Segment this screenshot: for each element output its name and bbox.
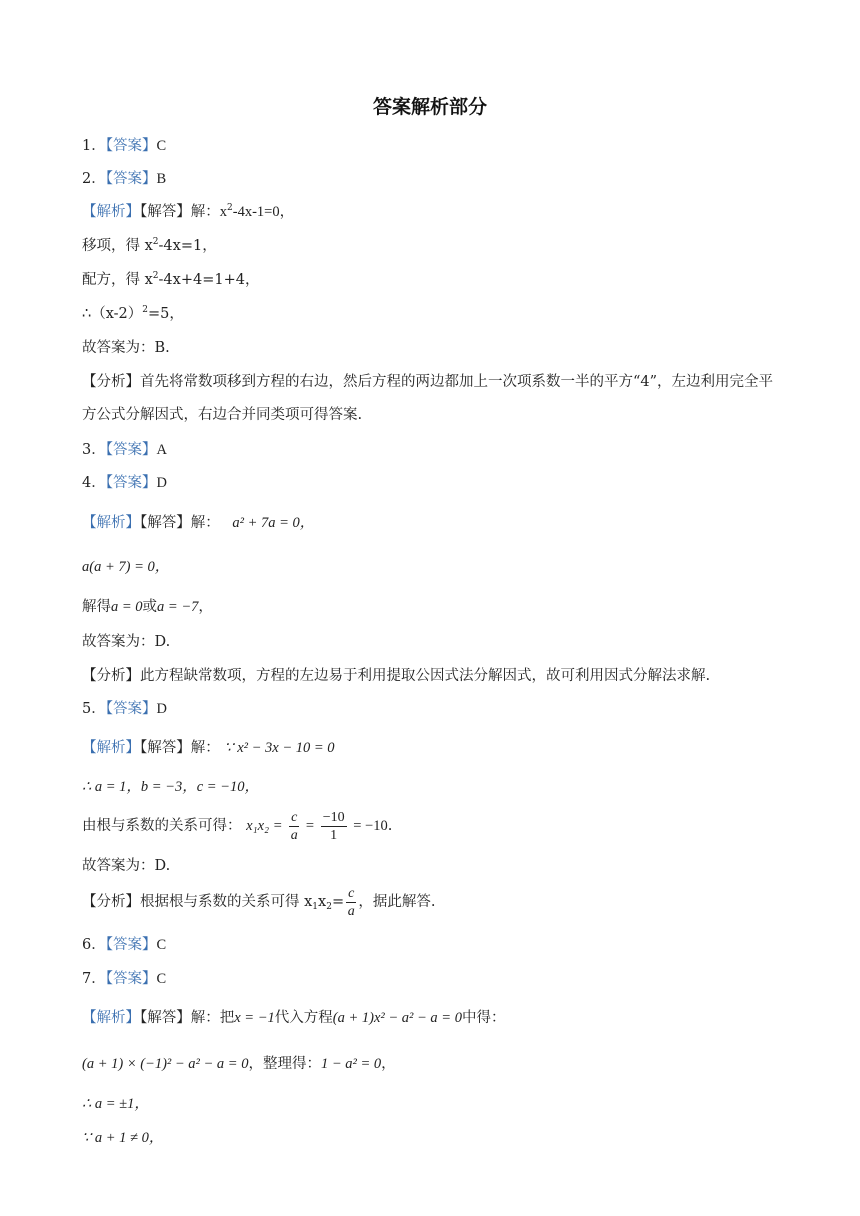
page-title: 答案解析部分: [372, 96, 487, 118]
equation: x₁x₂ =: [246, 818, 283, 834]
solution-prefix: 解：: [190, 740, 220, 756]
q4-answer: D: [156, 475, 167, 491]
equation: = −10: [353, 818, 388, 834]
step-text: 配方，得 x: [82, 272, 153, 288]
denominator: a: [347, 903, 355, 919]
equation: ∴ a = ±1，: [82, 1096, 149, 1112]
numerator: c: [291, 809, 298, 825]
q4-solution-line-1: [82, 513, 314, 533]
exponent: 2: [152, 237, 159, 247]
step-text: 中得：: [461, 1010, 506, 1026]
subscript: 1: [312, 902, 319, 912]
q5-number: 5．: [82, 701, 106, 717]
exponent: 2: [152, 271, 159, 281]
q7-answer-line: [82, 969, 166, 989]
step-text: ，: [198, 599, 213, 615]
q5-solution-line-2: [82, 777, 259, 797]
q7-number: 7．: [82, 971, 106, 987]
solution-prefix: 解：把: [190, 1010, 235, 1026]
solution-tag: 【解答】: [140, 740, 191, 756]
analysis-tag: 【解析】: [82, 740, 140, 756]
answer-tag: 【答案】: [105, 701, 157, 717]
fraction-value: [321, 809, 347, 844]
equation: a = −7: [157, 599, 199, 615]
q1-number: 1．: [82, 138, 106, 154]
q2-solution-line-2: [82, 236, 217, 256]
q5-solution-line-3: 由根与系数的关系可得： x₁x₂ = $\frac{c}{a}$ = $\frac{-10}{1}$ = −10.: [82, 809, 393, 843]
step-text: -4x=1，: [158, 238, 217, 254]
analysis-tag: 【解析】: [82, 515, 140, 531]
equation: ∴ a = 1，b = −3，c = −10，: [82, 779, 259, 795]
step-text: -4x+4=1+4，: [158, 272, 260, 288]
equation: a² + 7a = 0，: [232, 515, 315, 531]
equation: x = −1: [234, 1010, 275, 1026]
answer-tag: 【答案】: [105, 937, 157, 953]
equation: (a + 1) × (−1)² − a² − a = 0: [82, 1056, 249, 1072]
q4-number: 4．: [82, 475, 106, 491]
q1-answer: C: [156, 138, 167, 154]
q2-conclusion: 故答案为：B.: [82, 340, 170, 356]
review-tag: 【分析】: [82, 374, 140, 390]
review-tag: 【分析】: [82, 894, 140, 910]
q7-solution-line-2: [82, 1054, 396, 1074]
q6-answer-line: [82, 935, 166, 955]
equation: ∵ a + 1 ≠ 0，: [82, 1130, 164, 1146]
equation: a = 0: [111, 599, 143, 615]
q1-answer-line: [82, 136, 166, 156]
equation: 1 − a² = 0: [320, 1056, 382, 1072]
equation-part: -4x-1=0，: [232, 204, 295, 220]
answer-tag: 【答案】: [105, 171, 157, 187]
fraction-c-over-a: [289, 809, 299, 844]
review-text: =: [331, 894, 345, 910]
fraction-c-over-a: [346, 885, 356, 920]
q5-review: [82, 882, 435, 922]
q3-answer-line: [82, 440, 167, 460]
q7-answer: C: [156, 971, 167, 987]
q2-solution-line-4: [82, 304, 184, 324]
numerator: c: [348, 885, 355, 901]
answer-tag: 【答案】: [105, 138, 157, 154]
q7-solution-line-1: [82, 1008, 505, 1028]
q2-answer-line: [82, 169, 166, 189]
q5-conclusion: 故答案为：D.: [82, 858, 171, 874]
step-text: 由根与系数的关系可得：: [82, 818, 242, 834]
q4-review: [82, 666, 710, 686]
analysis-tag: 【解析】: [82, 204, 140, 220]
answer-tag: 【答案】: [105, 442, 157, 458]
q2-review: [82, 366, 782, 432]
q4-conclusion: 故答案为：D.: [82, 634, 171, 650]
numerator: −10: [322, 809, 345, 825]
review-tag: 【分析】: [82, 668, 140, 684]
step-text: 或: [142, 599, 158, 615]
equation: ∵ x² − 3x − 10 = 0: [224, 740, 335, 756]
equation-part: x: [219, 204, 227, 220]
step-text: ，: [381, 1056, 396, 1072]
step-text: 移项，得 x: [82, 238, 153, 254]
step-text: 解得: [82, 599, 111, 615]
q7-solution-line-3: [82, 1094, 149, 1114]
review-text: 根据根与系数的关系可得 x: [140, 894, 313, 910]
q2-solution-line-3: [82, 270, 259, 290]
q4-answer-line: [82, 473, 167, 493]
denominator: a: [290, 827, 298, 843]
solution-prefix: 解：: [190, 515, 220, 531]
step-text: ，整理得：: [248, 1056, 321, 1072]
q4-solution-line-2: [82, 557, 169, 577]
review-text: 首先将常数项移到方程的右边，然后方程的两边都加上一次项系数一半的平方“4”，左边利用完全平方公式分解因式，右边合并同类项可得答案.: [82, 374, 774, 423]
step-text: ∴（x-2）: [82, 306, 143, 322]
denominator: 1: [330, 827, 338, 843]
answer-tag: 【答案】: [105, 475, 157, 491]
answer-tag: 【答案】: [105, 971, 157, 987]
q3-number: 3．: [82, 442, 106, 458]
q5-answer-line: [82, 699, 167, 719]
solution-tag: 【解答】: [140, 1010, 191, 1026]
step-text: 代入方程: [274, 1010, 333, 1026]
q2-number: 2．: [82, 171, 106, 187]
solution-tag: 【解答】: [140, 204, 191, 220]
solution-prefix: 解：: [190, 204, 220, 220]
q4-solution-line-3: [82, 597, 213, 617]
q6-number: 6．: [82, 937, 106, 953]
q6-answer: C: [156, 937, 167, 953]
review-text: 此方程缺常数项，方程的左边易于利用提取公因式法分解因式，故可利用因式分解法求解.: [140, 668, 711, 684]
equation: (a + 1)x² − a² − a = 0: [332, 1010, 462, 1026]
step-text: =5，: [148, 306, 184, 322]
subscript: 2: [326, 902, 332, 912]
exponent: 2: [142, 305, 149, 315]
q5-solution-line-1: [82, 738, 335, 758]
q2-solution-line-1: [82, 202, 294, 222]
review-text: ，据此解答.: [358, 894, 436, 910]
q7-solution-line-4: [82, 1128, 163, 1148]
q3-answer: A: [156, 442, 167, 458]
q5-answer: D: [156, 701, 167, 717]
equation: a(a + 7) = 0，: [82, 559, 170, 575]
q2-answer: B: [156, 171, 167, 187]
exponent: 2: [227, 203, 233, 213]
step-text: .: [387, 818, 393, 834]
solution-tag: 【解答】: [140, 515, 191, 531]
review-text: x: [318, 894, 327, 910]
analysis-tag: 【解析】: [82, 1010, 140, 1026]
